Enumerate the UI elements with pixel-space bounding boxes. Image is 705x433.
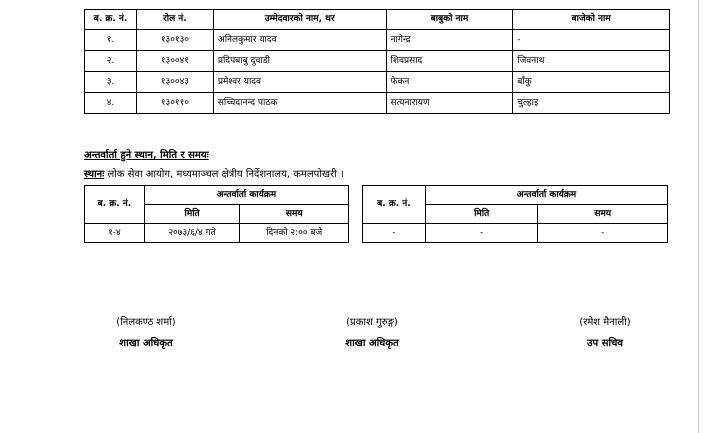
schedule-cell-time: दिनको २:०० बजे <box>240 224 349 243</box>
table-row <box>85 72 670 93</box>
cell-father-name: फेकन <box>386 72 513 93</box>
table-row <box>85 51 670 72</box>
schedule-header-row <box>363 186 668 205</box>
header-sn: ब. क्र. नं. <box>85 10 137 30</box>
cell-sn: ४. <box>85 93 137 114</box>
schedule-cell-sn: १-४ <box>85 224 145 243</box>
signature-block <box>555 314 655 349</box>
signatory-post: शाखा अधिकृत <box>119 338 173 349</box>
signatory-post: उप सचिव <box>587 338 623 349</box>
table-row <box>363 224 668 243</box>
cell-sn: १. <box>85 30 137 51</box>
table-row <box>85 224 349 243</box>
schedule-table-right <box>362 185 668 243</box>
signatory-post: शाखा अधिकृत <box>345 338 399 349</box>
table-row <box>85 30 670 51</box>
table-row <box>85 93 670 114</box>
cell-roll: १३००४३ <box>136 72 213 93</box>
schedule-col-sn: ब. क्र. नं. <box>85 186 145 224</box>
signature-block <box>96 314 196 349</box>
schedule-cell-date: २०७३/६/४ गते <box>144 224 240 243</box>
cell-roll: १३००४१ <box>136 51 213 72</box>
schedule-group-header: अन्तर्वार्ता कार्यक्रम <box>144 186 348 205</box>
venue-text: लोक सेवा आयोग, मध्यमाञ्चल क्षेत्रीय निर्देशनालय, कमलपोखरी । <box>107 169 344 180</box>
interview-venue <box>84 166 344 180</box>
cell-candidate-name: प्रदिपबाबु दुवाडी <box>213 51 386 72</box>
schedule-group-header: अन्तर्वार्ता कार्यक्रम <box>425 186 667 205</box>
cell-candidate-name: अनिलकुमार यादव <box>213 30 386 51</box>
schedule-cell-date: - <box>425 224 538 243</box>
cell-father-name: शिवप्रसाद <box>386 51 513 72</box>
schedule-col-sn: ब. क्र. नं. <box>363 186 426 224</box>
signatory-name: (प्रकाश गुरुङ्ग) <box>346 317 398 328</box>
signature-block <box>322 314 422 349</box>
header-roll: रोल नं. <box>136 10 213 30</box>
signatory-name: (निलकण्ठ शर्मा) <box>116 317 176 328</box>
schedule-col-time: समय <box>538 205 668 224</box>
cell-candidate-name: सच्चिदानन्द पाठक <box>213 93 386 114</box>
cell-grandfather-name: - <box>513 30 670 51</box>
venue-label: स्थानः <box>84 169 105 180</box>
header-father-name: बाबुको नाम <box>386 10 513 30</box>
schedule-table-left <box>84 185 349 243</box>
schedule-col-date: मिति <box>144 205 240 224</box>
candidates-header-row <box>85 10 670 30</box>
header-grandfather-name: बाजेको नाम <box>513 10 670 30</box>
cell-roll: १३०११० <box>136 93 213 114</box>
header-candidate-name: उम्मेदवारको नाम, थर <box>213 10 386 30</box>
schedule-header-row <box>85 186 349 205</box>
cell-roll: १३०१३० <box>136 30 213 51</box>
schedule-cell-time: - <box>538 224 668 243</box>
schedule-col-date: मिति <box>425 205 538 224</box>
interview-heading: अन्तर्वार्ता हुने स्थान, मिति र समयः <box>84 150 209 161</box>
cell-grandfather-name: बाँकु <box>513 72 670 93</box>
candidates-table <box>84 9 670 114</box>
cell-grandfather-name: जिवनाथ <box>513 51 670 72</box>
cell-sn: २. <box>85 51 137 72</box>
cell-grandfather-name: चुल्हाइ <box>513 93 670 114</box>
page-edge-divider <box>698 0 699 433</box>
signatory-name: (रमेश मैनाली) <box>579 317 631 328</box>
schedule-cell-sn: - <box>363 224 426 243</box>
cell-father-name: नागेन्द्र <box>386 30 513 51</box>
cell-candidate-name: प्रमेश्वर यादव <box>213 72 386 93</box>
cell-father-name: सत्यनारायण <box>386 93 513 114</box>
schedule-col-time: समय <box>240 205 349 224</box>
cell-sn: ३. <box>85 72 137 93</box>
